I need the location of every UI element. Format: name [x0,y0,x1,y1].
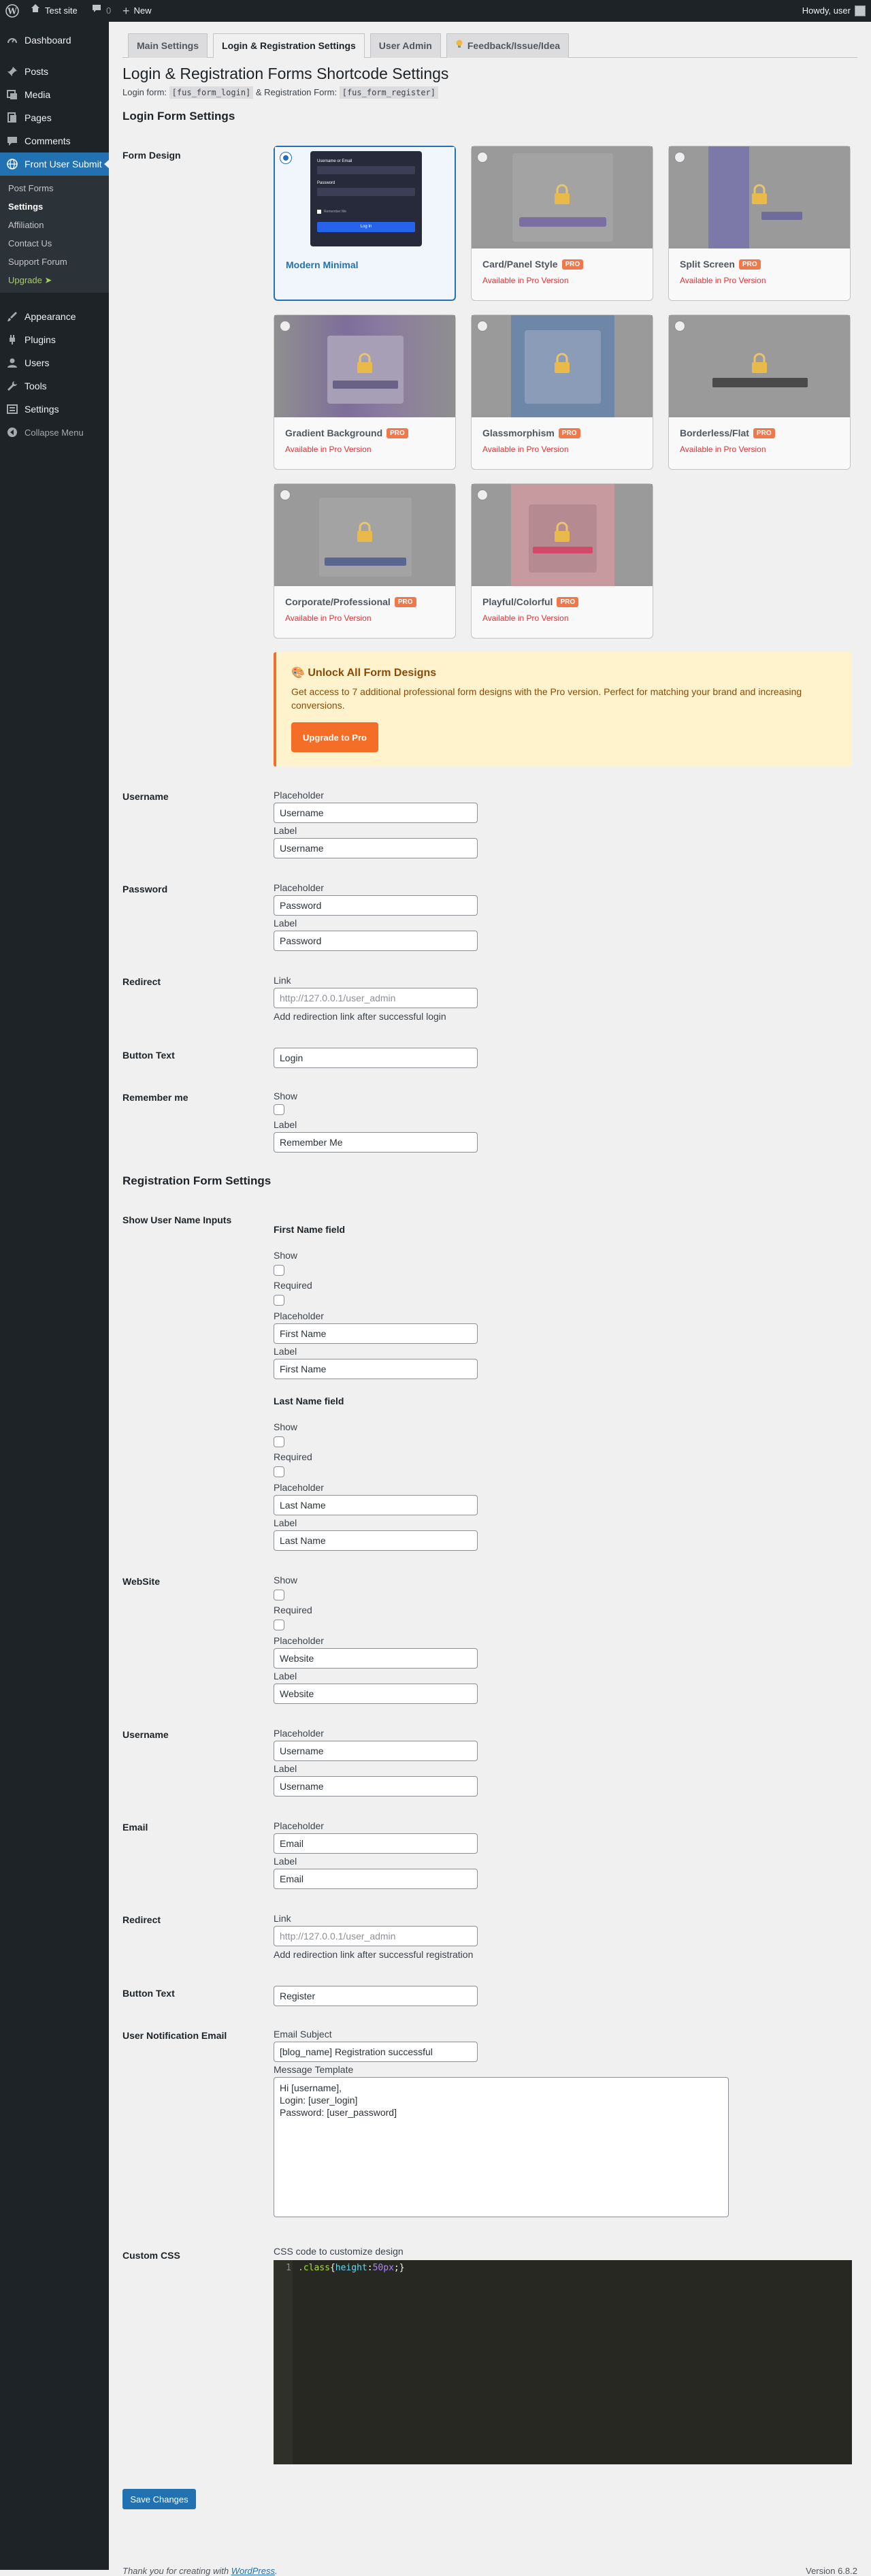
design-card-card-panel[interactable] [471,146,653,301]
design-name: Borderless/Flat PRO [680,428,775,438]
line-gutter [274,2260,293,2464]
placeholder-label: Placeholder [274,790,324,801]
menu-label: Media [24,89,51,100]
menu-dashboard[interactable] [0,29,109,52]
design-name: Glassmorphism PRO [482,428,580,438]
form-design-label: Form Design [122,150,181,161]
submenu-contact-us[interactable]: Contact Us [8,238,52,248]
lock-icon [356,353,374,374]
reg-button-text-input[interactable]: Register [274,1986,478,2006]
preview-login-box [310,151,422,246]
comments-count: 0 [106,5,112,16]
design-radio[interactable] [674,321,685,332]
pro-badge: PRO [753,428,775,438]
placeholder-label: Placeholder [274,1820,324,1831]
email-subject-input[interactable]: [blog_name] Registration successful [274,2042,478,2062]
tab-login-registration[interactable]: Login & Registration Settings [213,33,365,58]
link-label: Link [274,1913,291,1924]
lock-icon [356,522,374,543]
design-radio[interactable] [674,152,685,163]
menu-label: Front User Submit [24,159,102,170]
pro-badge: PRO [395,597,416,607]
menu-label: Users [24,357,50,368]
label-label: Label [274,1346,297,1357]
pages-icon [0,112,24,124]
submenu-post-forms[interactable]: Post Forms [8,183,54,193]
label-label: Label [274,1517,297,1528]
last-name-placeholder-input[interactable]: Last Name [274,1495,478,1515]
reg-redirect-description: Add redirection link after successful registration [274,1949,474,1960]
reg-redirect-input[interactable]: http://127.0.0.1/user_admin [274,1926,478,1946]
login-settings-heading: Login Form Settings [122,110,235,123]
footer-thanks: Thank you for creating with WordPress. [122,2566,278,2576]
new-content-link[interactable] [122,0,152,22]
howdy-text: Howdy, user [802,5,851,16]
design-card-playful[interactable] [471,483,653,639]
preview-button: Log In [317,222,415,232]
design-radio[interactable] [477,152,488,163]
save-changes-button[interactable]: Save Changes [122,2489,196,2509]
wp-version: Version 6.8.2 [806,2566,857,2576]
submenu-support-forum[interactable]: Support Forum [8,257,67,267]
shortcode-login: [fus_form_login] [169,86,254,99]
last-name-required-checkbox[interactable] [274,1466,284,1477]
remember-label-input[interactable]: Remember Me [274,1132,478,1153]
shortcode-login-prefix: Login form: [122,87,167,97]
css-end: ;} [393,2263,405,2273]
new-label: New [133,5,152,16]
admin-footer [122,2566,857,2576]
settings-tabs [128,33,569,58]
css-brace: { [329,2263,335,2273]
lock-icon [553,184,571,205]
submenu-settings[interactable]: Settings [8,202,44,212]
site-name: Test site [45,5,78,16]
design-name: Modern Minimal [286,259,359,270]
last-name-label-input[interactable]: Last Name [274,1530,478,1551]
preview-button [333,381,398,389]
email-subject-label: Email Subject [274,2029,332,2040]
available-in-pro: Available in Pro Version [680,276,766,285]
menu-label: Dashboard [24,35,71,46]
placeholder-label: Placeholder [274,1310,324,1321]
placeholder-label: Placeholder [274,1482,324,1493]
tab-main-settings[interactable]: Main Settings [128,33,208,58]
lock-icon [751,353,768,374]
placeholder-label: Placeholder [274,882,324,893]
design-card-corporate[interactable] [274,483,456,639]
upgrade-to-pro-button[interactable]: Upgrade to Pro [291,722,378,752]
preview-split-panel [708,146,749,248]
lock-icon [553,522,571,543]
design-card-glassmorphism[interactable] [471,315,653,470]
show-label: Show [274,1575,298,1585]
comments-icon [0,135,24,147]
css-value: 50px [372,2263,394,2273]
reg-username-label-input[interactable]: Username [274,1776,478,1797]
placeholder-label: Placeholder [274,1635,324,1646]
menu-label: Pages [24,112,52,123]
upgrade-promo-box [274,652,852,767]
website-required-checkbox[interactable] [274,1620,284,1630]
available-in-pro: Available in Pro Version [482,276,569,285]
preview-remember-label: Remember Me [324,210,347,214]
design-card-split-screen[interactable] [668,146,851,301]
pin-icon [0,65,24,78]
wordpress-link[interactable]: WordPress [231,2566,275,2576]
pro-badge: PRO [562,259,584,270]
notification-email-row-label: User Notification Email [122,2030,227,2041]
design-preview [275,147,455,249]
required-label: Required [274,1280,312,1291]
registration-settings-heading: Registration Form Settings [122,1174,272,1187]
css-selector: .class [298,2263,330,2273]
show-label: Show [274,1421,298,1432]
show-label: Show [274,1091,298,1101]
settings-sliders-icon [0,403,24,415]
preview-button [519,217,606,227]
placeholder-label: Placeholder [274,1728,324,1739]
lightbulb-icon [455,34,463,58]
plugin-globe-icon [0,158,24,170]
first-name-show-checkbox[interactable] [274,1265,284,1276]
label-label: Label [274,1671,297,1681]
design-card-gradient[interactable] [274,315,456,470]
first-name-placeholder-input[interactable]: First Name [274,1323,478,1344]
email-placeholder-input[interactable]: Email [274,1833,478,1854]
promo-text: Get access to 7 additional professional form designs with the Pro version. Perfect for matching your brand and increasing conversions. [291,686,802,711]
login-username-placeholder-input[interactable]: Username [274,803,478,823]
preview-button [325,558,406,566]
design-card-modern-minimal[interactable] [274,146,456,301]
available-in-pro: Available in Pro Version [680,445,766,454]
first-name-label-input[interactable]: First Name [274,1359,478,1379]
design-name: Card/Panel Style PRO [482,259,583,270]
first-name-required-checkbox[interactable] [274,1295,284,1306]
design-name: Split Screen PRO [680,259,761,270]
menu-posts[interactable] [0,60,109,83]
design-radio[interactable] [280,489,291,500]
username-row-label: Username [122,791,169,802]
email-label-input[interactable]: Email [274,1869,478,1889]
css-colon: : [367,2263,373,2273]
preview-button [712,378,808,387]
menu-label: Tools [24,381,47,391]
website-placeholder-input[interactable]: Website [274,1648,478,1669]
password-row-label: Password [122,884,168,895]
reg-username-row-label: Username [122,1729,169,1740]
label-label: Label [274,918,297,929]
collapse-menu-button[interactable] [0,421,109,444]
reg-redirect-row-label: Redirect [122,1914,161,1925]
page-title: Login & Registration Forms Shortcode Settings [122,65,449,82]
menu-label: Settings [24,404,59,415]
menu-label: Plugins [24,334,56,345]
preview-checkbox [317,210,321,214]
submenu-affiliation[interactable]: Affiliation [8,220,44,230]
css-code-line [298,2263,405,2273]
tab-user-admin[interactable]: User Admin [370,33,441,58]
preview-username-label: Username or Email [317,159,352,163]
available-in-pro: Available in Pro Version [285,445,372,454]
message-template-textarea[interactable] [274,2077,729,2217]
label-label: Label [274,1856,297,1867]
design-card-borderless[interactable] [668,315,851,470]
admin-sidebar [0,22,109,2570]
pro-badge: PRO [559,428,580,438]
css-property: height [335,2263,367,2273]
pro-badge: PRO [387,428,408,438]
tab-feedback[interactable] [446,33,569,58]
design-radio[interactable] [280,152,291,163]
menu-settings[interactable] [0,398,109,421]
login-redirect-input[interactable]: http://127.0.0.1/user_admin [274,988,478,1008]
menu-media[interactable] [0,83,109,106]
message-template-label: Message Template [274,2064,354,2075]
tab-label: Feedback/Issue/Idea [467,40,561,51]
menu-label: Comments [24,135,71,146]
last-name-show-checkbox[interactable] [274,1436,284,1447]
admin-bar [0,0,871,22]
menu-label: Posts [24,66,49,77]
design-radio[interactable] [477,489,488,500]
menu-plugins[interactable] [0,328,109,351]
available-in-pro: Available in Pro Version [482,613,569,623]
website-row-label: WebSite [122,1576,160,1587]
css-description: CSS code to customize design [274,2246,404,2257]
available-in-pro: Available in Pro Version [285,613,372,623]
remember-show-checkbox[interactable] [274,1104,284,1115]
menu-comments[interactable] [0,129,109,152]
required-label: Required [274,1451,312,1462]
design-name: Playful/Colorful PRO [482,596,578,607]
lock-icon [751,184,768,205]
dashboard-icon [0,34,24,46]
link-label: Link [274,975,291,986]
custom-css-row-label: Custom CSS [122,2250,180,2261]
lock-icon [553,353,571,374]
login-password-label-input[interactable]: Password [274,931,478,951]
preview-button [761,212,802,220]
login-password-placeholder-input[interactable]: Password [274,895,478,916]
login-username-label-input[interactable]: Username [274,838,478,858]
first-name-field-heading: First Name field [274,1224,346,1235]
preview-password-label: Password [317,181,335,185]
submenu-upgrade[interactable]: Upgrade ➤ [8,275,52,285]
show-label: Show [274,1250,298,1261]
login-button-text-input[interactable]: Login [274,1048,478,1068]
site-name-link[interactable] [30,0,78,22]
menu-appearance[interactable] [0,305,109,328]
users-icon [0,357,24,369]
svg-text:W: W [7,6,17,16]
reg-username-placeholder-input[interactable]: Username [274,1741,478,1761]
account-menu[interactable] [802,0,866,22]
paintbrush-icon [0,310,24,323]
website-show-checkbox[interactable] [274,1590,284,1600]
wrench-icon [0,380,24,392]
design-radio[interactable] [477,321,488,332]
label-label: Label [274,1119,297,1130]
comments-link[interactable] [91,0,111,22]
home-icon [30,0,41,22]
wordpress-logo-icon[interactable] [5,0,19,22]
menu-label: Appearance [24,311,76,322]
menu-tools[interactable] [0,374,109,398]
label-label: Label [274,1763,297,1774]
pro-badge: PRO [557,597,578,607]
button-text-row-label: Button Text [122,1050,175,1061]
preview-password-input [317,188,415,196]
custom-css-editor[interactable] [274,2260,852,2464]
design-radio[interactable] [280,321,291,332]
show-name-inputs-label: Show User Name Inputs [122,1214,232,1225]
collapse-icon [0,427,24,438]
label-label: Label [274,825,297,836]
shortcode-register-prefix: & Registration Form: [255,87,338,97]
plus-icon: + [122,4,130,18]
reg-button-text-row-label: Button Text [122,1988,175,1999]
shortcode-register: [fus_form_register] [340,86,438,99]
required-label: Required [274,1605,312,1615]
remember-me-row-label: Remember me [122,1092,188,1103]
promo-title: 🎨 Unlock All Form Designs [291,667,437,679]
avatar [855,5,866,16]
media-icon [0,88,24,101]
pro-badge: PRO [739,259,761,270]
preview-button [533,547,593,553]
website-label-input[interactable]: Website [274,1684,478,1704]
menu-front-user-submit[interactable] [0,152,109,176]
current-arrow-icon [104,159,110,169]
menu-label: Collapse Menu [24,427,84,438]
line-number: 1 [286,2263,291,2273]
menu-users[interactable] [0,351,109,374]
design-name: Corporate/Professional PRO [285,596,416,607]
last-name-field-heading: Last Name field [274,1396,344,1406]
email-row-label: Email [122,1822,148,1833]
menu-pages[interactable] [0,106,109,129]
plug-icon [0,334,24,346]
preview-username-input [317,166,415,174]
comment-bubble-icon [91,0,102,22]
redirect-row-label: Redirect [122,976,161,987]
design-name: Gradient Background PRO [285,428,408,438]
shortcode-info [122,87,438,97]
available-in-pro: Available in Pro Version [482,445,569,454]
redirect-description: Add redirection link after successful login [274,1011,446,1022]
